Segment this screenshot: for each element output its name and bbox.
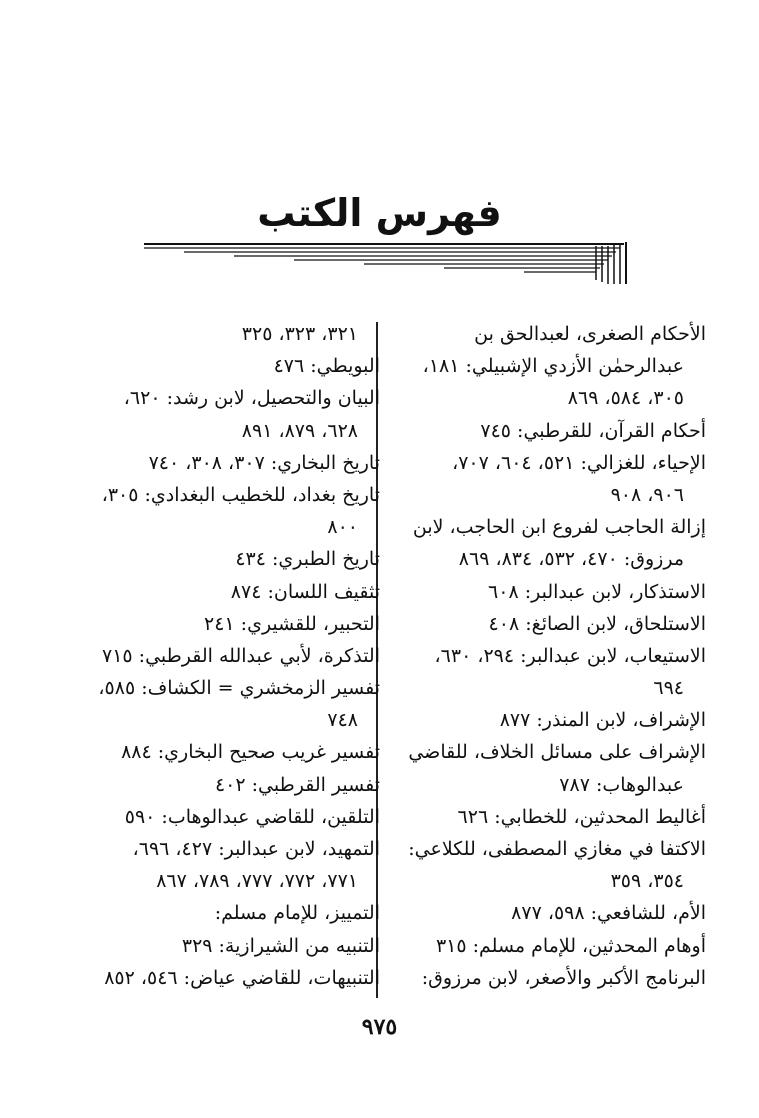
index-entry-continuation: ٨٠٠ — [327, 516, 358, 539]
index-entry: البيان والتحصيل، لابن رشد: ٦٢٠، — [123, 387, 380, 410]
index-entry: تفسير القرطبي: ٤٠٢ — [214, 773, 380, 796]
index-entry: أحكام القرآن، للقرطبي: ٧٤٥ — [480, 419, 706, 442]
index-column-right — [380, 318, 706, 994]
index-entry-continuation: ٦٩٤ — [653, 677, 684, 700]
index-entry: تاريخ البخاري: ٣٠٧، ٣٠٨، ٧٤٠ — [148, 451, 380, 474]
page-number: ٩٧٥ — [361, 1014, 398, 1040]
index-entry: أوهام المحدثين، للإمام مسلم: ٣١٥ — [435, 934, 706, 957]
index-entry: الاكتفا في مغازي المصطفى، للكلاعي: — [408, 838, 706, 860]
index-entry: التمييز، للإمام مسلم: — [214, 902, 380, 925]
page-title: فهرس الكتب — [257, 191, 502, 235]
index-entry: الإحياء، للغزالي: ٥٢١، ٦٠٤، ٧٠٧، — [452, 451, 706, 474]
index-entry-continuation: ٣٥٤، ٣٥٩ — [610, 870, 684, 893]
index-entry: تفسير غريب صحيح البخاري: ٨٨٤ — [121, 741, 380, 764]
index-entry: التمهيد، لابن عبدالبر: ٤٢٧، ٦٩٦، — [132, 838, 380, 860]
index-column-left — [62, 318, 380, 994]
index-entry-continuation: ٣٢١، ٣٢٣، ٣٢٥ — [241, 323, 358, 345]
index-entry-continuation: عبدالرحمٰن الأزدي الإشبيلي: ١٨١، — [422, 355, 684, 378]
index-entry: التلقين، للقاضي عبدالوهاب: ٥٩٠ — [124, 805, 380, 828]
index-entry: التنبيهات، للقاضي عياض: ٥٤٦، ٨٥٢ — [104, 966, 380, 989]
index-entry: الاستلحاق، لابن الصائغ: ٤٠٨ — [488, 612, 706, 635]
index-entry: التذكرة، لأبي عبدالله القرطبي: ٧١٥ — [102, 644, 380, 667]
index-entry: الإشراف على مسائل الخلاف، للقاضي — [408, 741, 706, 764]
index-entry: إزالة الحاجب لفروع ابن الحاجب، لابن — [412, 516, 706, 539]
index-entry: الأحكام الصغرى، لعبدالحق بن — [474, 323, 706, 345]
index-entry: أغاليط المحدثين، للخطابي: ٦٢٦ — [457, 805, 706, 828]
title-ornament — [144, 242, 630, 286]
index-entry: تفسير الزمخشري = الكشاف: ٥٨٥، — [98, 677, 380, 700]
index-entry-continuation: ٩٠٦، ٩٠٨ — [610, 483, 684, 506]
index-entry: تاريخ الطبري: ٤٣٤ — [235, 548, 380, 571]
index-entry: التحبير، للقشيري: ٢٤١ — [204, 612, 380, 635]
index-entry-continuation: ٣٠٥، ٥٨٤، ٨٦٩ — [567, 387, 684, 410]
index-entry: الاستيعاب، لابن عبدالبر: ٢٩٤، ٦٣٠، — [434, 644, 706, 667]
index-entry-continuation: مرزوق: ٤٧٠، ٥٣٢، ٨٣٤، ٨٦٩ — [458, 548, 684, 571]
index-entry: البويطي: ٤٧٦ — [273, 355, 380, 378]
index-entry-continuation: عبدالوهاب: ٧٨٧ — [559, 773, 684, 796]
index-entry: الأم، للشافعي: ٥٩٨، ٨٧٧ — [511, 902, 706, 925]
index-entry-continuation: ٦٢٨، ٨٧٩، ٨٩١ — [241, 419, 358, 442]
index-entry-continuation: ٧٧١، ٧٧٢، ٧٧٧، ٧٨٩، ٨٦٧ — [156, 870, 358, 893]
index-entry: التنبيه من الشيرازية: ٣٢٩ — [181, 934, 380, 957]
index-entry: الإشراف، لابن المنذر: ٨٧٧ — [499, 709, 706, 732]
index-entry: تثقيف اللسان: ٨٧٤ — [230, 580, 380, 603]
index-entry: الاستذكار، لابن عبدالبر: ٦٠٨ — [488, 580, 706, 603]
index-entry: تاريخ بغداد، للخطيب البغدادي: ٣٠٥، — [101, 483, 380, 506]
index-entry: البرنامج الأكبر والأصغر، لابن مرزوق: — [421, 966, 706, 989]
index-entry-continuation: ٧٤٨ — [327, 709, 358, 732]
